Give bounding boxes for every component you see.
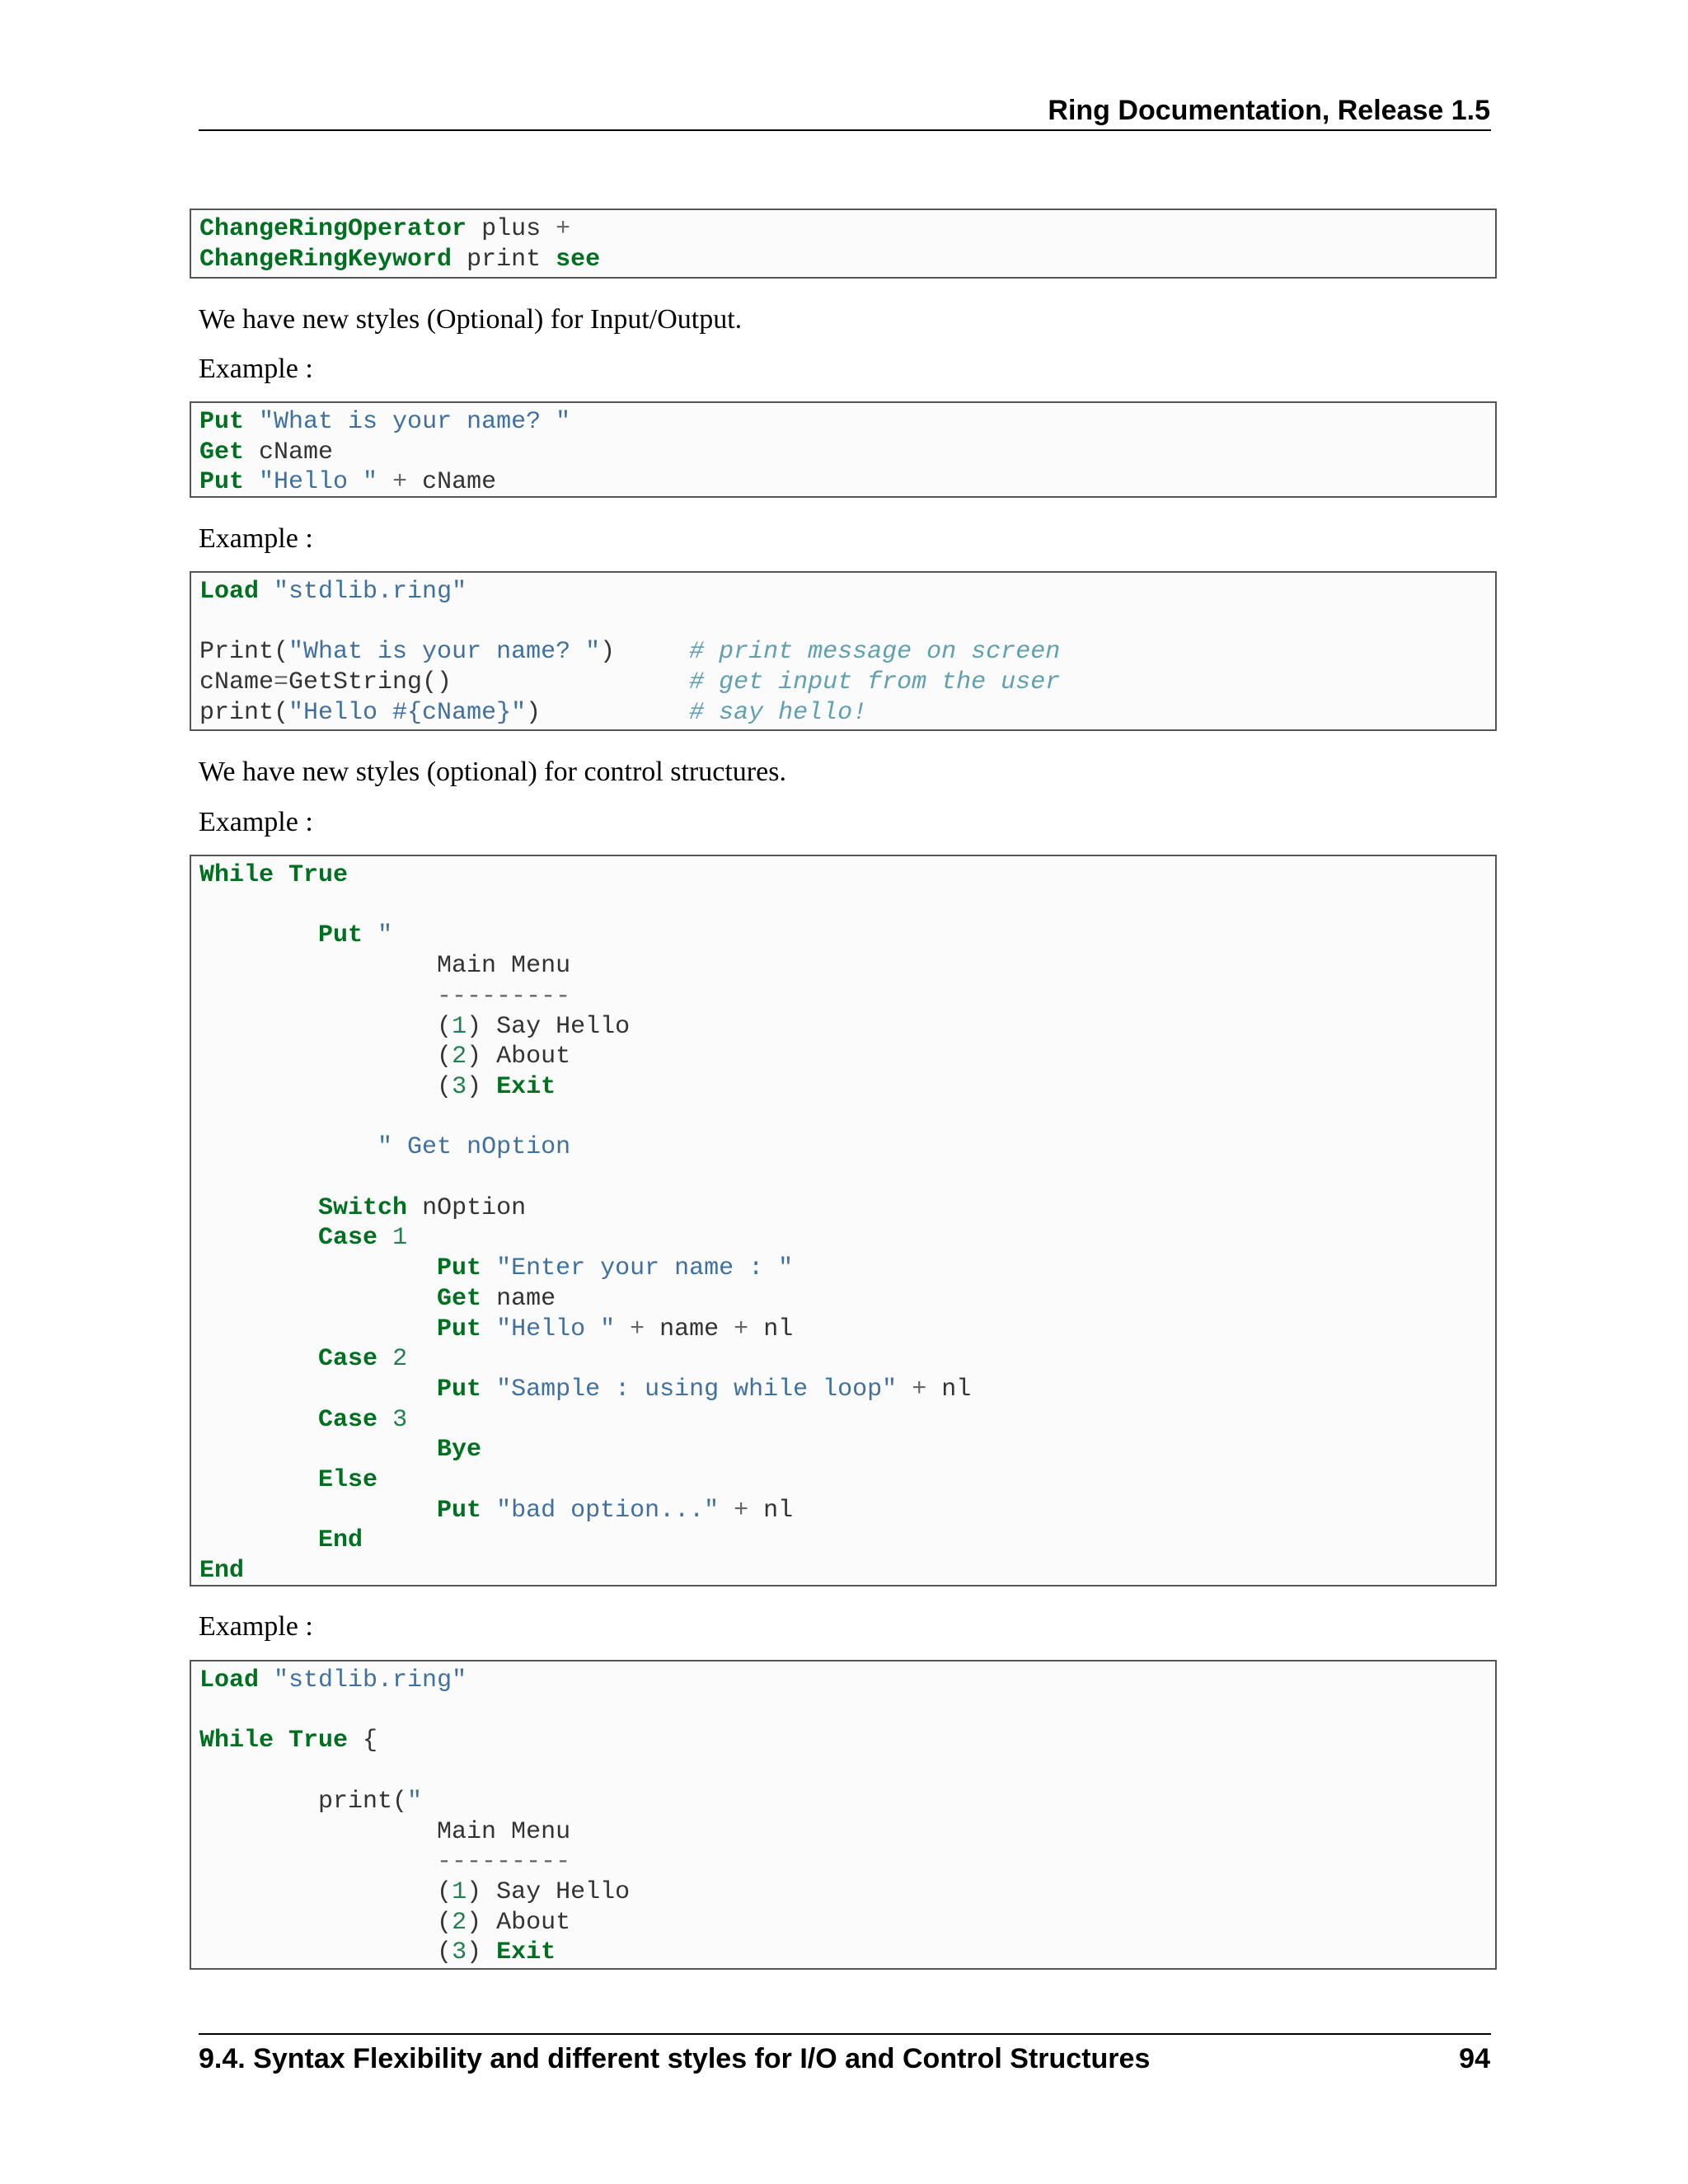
code-token: " Get nOption [377, 1133, 571, 1162]
code-token: Put [318, 921, 363, 950]
code-token [481, 1376, 496, 1404]
code-token: ( [199, 1908, 452, 1937]
code-token [199, 1497, 437, 1525]
code-token: print( [199, 698, 289, 727]
code-token: print [452, 245, 556, 274]
code-token [481, 1315, 496, 1343]
code-line [199, 1466, 377, 1494]
code-block-put-get [190, 401, 1497, 498]
code-token: Case [318, 1345, 378, 1374]
code-token: " [377, 921, 393, 950]
code-token: End [318, 1526, 363, 1555]
code-token [244, 468, 259, 496]
code-token [377, 468, 392, 496]
code-token: "Hello " [496, 1315, 616, 1343]
code-token: + [734, 1496, 749, 1525]
code-token [719, 1497, 734, 1525]
code-token: " [407, 1787, 423, 1816]
code-token: plus [467, 215, 556, 243]
code-token [363, 921, 377, 949]
code-token [377, 1406, 392, 1434]
code-line [199, 1073, 556, 1101]
code-token: While [199, 861, 274, 889]
code-token: Put [437, 1254, 482, 1283]
code-token [274, 861, 288, 889]
code-token: Load [199, 578, 260, 606]
code-line [199, 1406, 407, 1434]
code-token [199, 1436, 437, 1464]
code-token: Print( [199, 638, 289, 667]
code-token [244, 408, 259, 436]
code-line [199, 1938, 556, 1966]
code-line [199, 468, 496, 496]
code-token: ) Say Hello [467, 1012, 631, 1041]
code-token [199, 1315, 437, 1343]
code-token: End [199, 1557, 245, 1586]
code-token: Exit [496, 1938, 556, 1967]
code-token [615, 1315, 630, 1343]
code-token: ( [199, 1877, 452, 1906]
code-token: ) [600, 638, 690, 667]
code-token: True [288, 861, 349, 889]
code-token: Get [437, 1284, 482, 1313]
code-token: 3 [392, 1405, 408, 1434]
code-token: True [288, 1727, 349, 1755]
code-block-while-braces [190, 1660, 1497, 1970]
code-line [199, 578, 467, 606]
code-token: While [199, 1727, 274, 1755]
code-token: 2 [452, 1908, 467, 1937]
code-token: cName [199, 668, 274, 697]
code-token [377, 1224, 392, 1252]
code-token: + [734, 1315, 749, 1343]
code-token: Load [199, 1666, 260, 1694]
code-token: ) [526, 698, 690, 727]
code-token: Main Menu [199, 1817, 571, 1846]
code-line [199, 1285, 556, 1313]
code-token [377, 1345, 392, 1373]
code-token: "Enter your name : " [496, 1254, 794, 1283]
code-token: nl [748, 1496, 794, 1525]
code-line [199, 215, 570, 243]
code-token: 1 [452, 1877, 467, 1906]
code-block-while-switch [190, 855, 1497, 1586]
code-token: 2 [392, 1345, 408, 1374]
code-token [481, 1254, 496, 1282]
code-token: ( [199, 1043, 452, 1071]
code-token [259, 1666, 274, 1694]
code-line [199, 699, 867, 727]
code-line [199, 861, 348, 889]
code-token: # print message on screen [689, 638, 1061, 667]
code-token: ( [199, 1012, 452, 1041]
code-token: "Sample : using while loop" [496, 1375, 898, 1404]
code-token: 3 [452, 1938, 467, 1967]
code-token [199, 1848, 437, 1876]
code-token: Put [437, 1375, 482, 1404]
code-line [199, 1194, 526, 1222]
code-token: "Hello " [259, 468, 378, 497]
code-block-print-getstring [190, 571, 1497, 731]
code-line [199, 1666, 467, 1694]
code-token: + [392, 468, 408, 497]
code-listing [199, 214, 1495, 274]
example-label: Example : [199, 1611, 313, 1642]
code-line [199, 1043, 570, 1071]
code-token: --------- [437, 1848, 571, 1877]
code-token: ( [199, 1072, 452, 1101]
code-token: --------- [437, 982, 571, 1010]
code-token: see [556, 245, 601, 274]
code-line [199, 1376, 971, 1404]
example-label: Example : [199, 807, 313, 837]
code-line [199, 1436, 481, 1464]
example-label: Example : [199, 354, 313, 384]
code-token: cName [244, 438, 334, 466]
paragraph-control-styles: We have new styles (optional) for control structures. [199, 757, 786, 787]
code-token: ) [467, 1938, 497, 1967]
code-token: 2 [452, 1043, 467, 1071]
code-token: Get [199, 438, 245, 466]
code-token [259, 578, 274, 606]
example-label: Example : [199, 523, 313, 554]
code-token: Put [437, 1496, 482, 1525]
code-line [199, 952, 570, 980]
code-line [199, 921, 392, 949]
code-token: = [274, 668, 289, 697]
paragraph-io-styles: We have new styles (Optional) for Input/Output. [199, 304, 743, 335]
code-token: { [348, 1727, 378, 1755]
code-token [199, 1194, 318, 1222]
code-listing [199, 407, 1495, 498]
code-token: Bye [437, 1436, 482, 1465]
code-token [199, 1406, 318, 1434]
code-token [199, 1376, 437, 1404]
code-token: "What is your name? " [259, 408, 571, 436]
code-token [481, 1497, 496, 1525]
code-token: name [481, 1284, 556, 1313]
code-token: Exit [496, 1072, 556, 1101]
code-line [199, 668, 1060, 696]
code-line [199, 246, 600, 274]
code-token: Put [199, 468, 245, 497]
code-token: 3 [452, 1072, 467, 1101]
code-line [199, 438, 333, 466]
page-number: 94 [1459, 2043, 1490, 2074]
code-line [199, 1557, 244, 1585]
code-listing [199, 1666, 1495, 1968]
code-token: + [556, 215, 571, 243]
code-token: "stdlib.ring" [274, 1666, 467, 1694]
code-token [274, 1727, 288, 1755]
code-token: ( [199, 1938, 452, 1967]
code-token: Case [318, 1224, 378, 1253]
code-token: Case [318, 1405, 378, 1434]
code-line [199, 1526, 363, 1554]
code-line [199, 1133, 570, 1161]
code-token: cName [407, 468, 497, 497]
code-listing [199, 577, 1495, 729]
code-token [199, 1224, 318, 1252]
code-line [199, 1788, 422, 1816]
code-token: ) About [467, 1908, 571, 1937]
code-token [199, 1133, 377, 1161]
code-token: nl [748, 1315, 794, 1343]
code-token [199, 921, 318, 949]
code-line [199, 1818, 570, 1846]
code-line [199, 1878, 630, 1906]
code-token: + [912, 1375, 927, 1404]
code-token [199, 1466, 318, 1494]
footer-section-title: 9.4. Syntax Flexibility and different styles for I/O and Control Structures [199, 2043, 1151, 2074]
code-token: ) [467, 1072, 497, 1101]
code-line [199, 982, 570, 1010]
code-token [897, 1376, 912, 1404]
code-line [199, 1013, 630, 1041]
code-line [199, 1254, 793, 1282]
running-header: Ring Documentation, Release 1.5 [1048, 95, 1490, 126]
code-token: Put [199, 408, 245, 436]
code-token: nOption [407, 1193, 527, 1222]
code-token [199, 1345, 318, 1373]
code-line [199, 1224, 407, 1252]
code-token: name [645, 1315, 734, 1343]
header-rule [199, 129, 1491, 131]
code-token [199, 1254, 437, 1282]
code-token: + [630, 1315, 645, 1343]
code-token: "stdlib.ring" [274, 578, 467, 606]
code-token: GetString() [288, 668, 690, 697]
code-token: 1 [452, 1012, 467, 1041]
code-token: # say hello! [689, 698, 868, 727]
code-line [199, 1497, 793, 1525]
code-line [199, 1909, 570, 1937]
code-listing [199, 860, 1495, 1586]
code-token: print( [199, 1787, 408, 1816]
code-line [199, 1848, 570, 1876]
code-token: Put [437, 1315, 482, 1343]
code-token: Else [318, 1466, 378, 1495]
footer-rule [199, 2033, 1491, 2035]
code-token: ) About [467, 1043, 571, 1071]
code-token: "bad option..." [496, 1496, 720, 1525]
code-token: ChangeRingKeyword [199, 245, 452, 274]
code-token: nl [926, 1375, 972, 1404]
code-line [199, 1727, 377, 1755]
code-token: ChangeRingOperator [199, 215, 467, 243]
code-token: 1 [392, 1224, 408, 1253]
code-token: "What is your name? " [288, 638, 601, 667]
code-token [199, 1285, 437, 1313]
code-line [199, 638, 1060, 666]
code-line [199, 1315, 793, 1343]
code-token: "Hello #{cName}" [288, 698, 527, 727]
code-token: Main Menu [199, 952, 571, 981]
code-token [199, 982, 437, 1010]
code-line [199, 1345, 407, 1373]
code-token: # get input from the user [689, 668, 1061, 697]
code-line [199, 408, 570, 436]
code-token [199, 1526, 318, 1554]
code-token: Switch [318, 1193, 408, 1222]
code-token: ) Say Hello [467, 1877, 631, 1906]
code-block-change-keywords [190, 209, 1497, 279]
